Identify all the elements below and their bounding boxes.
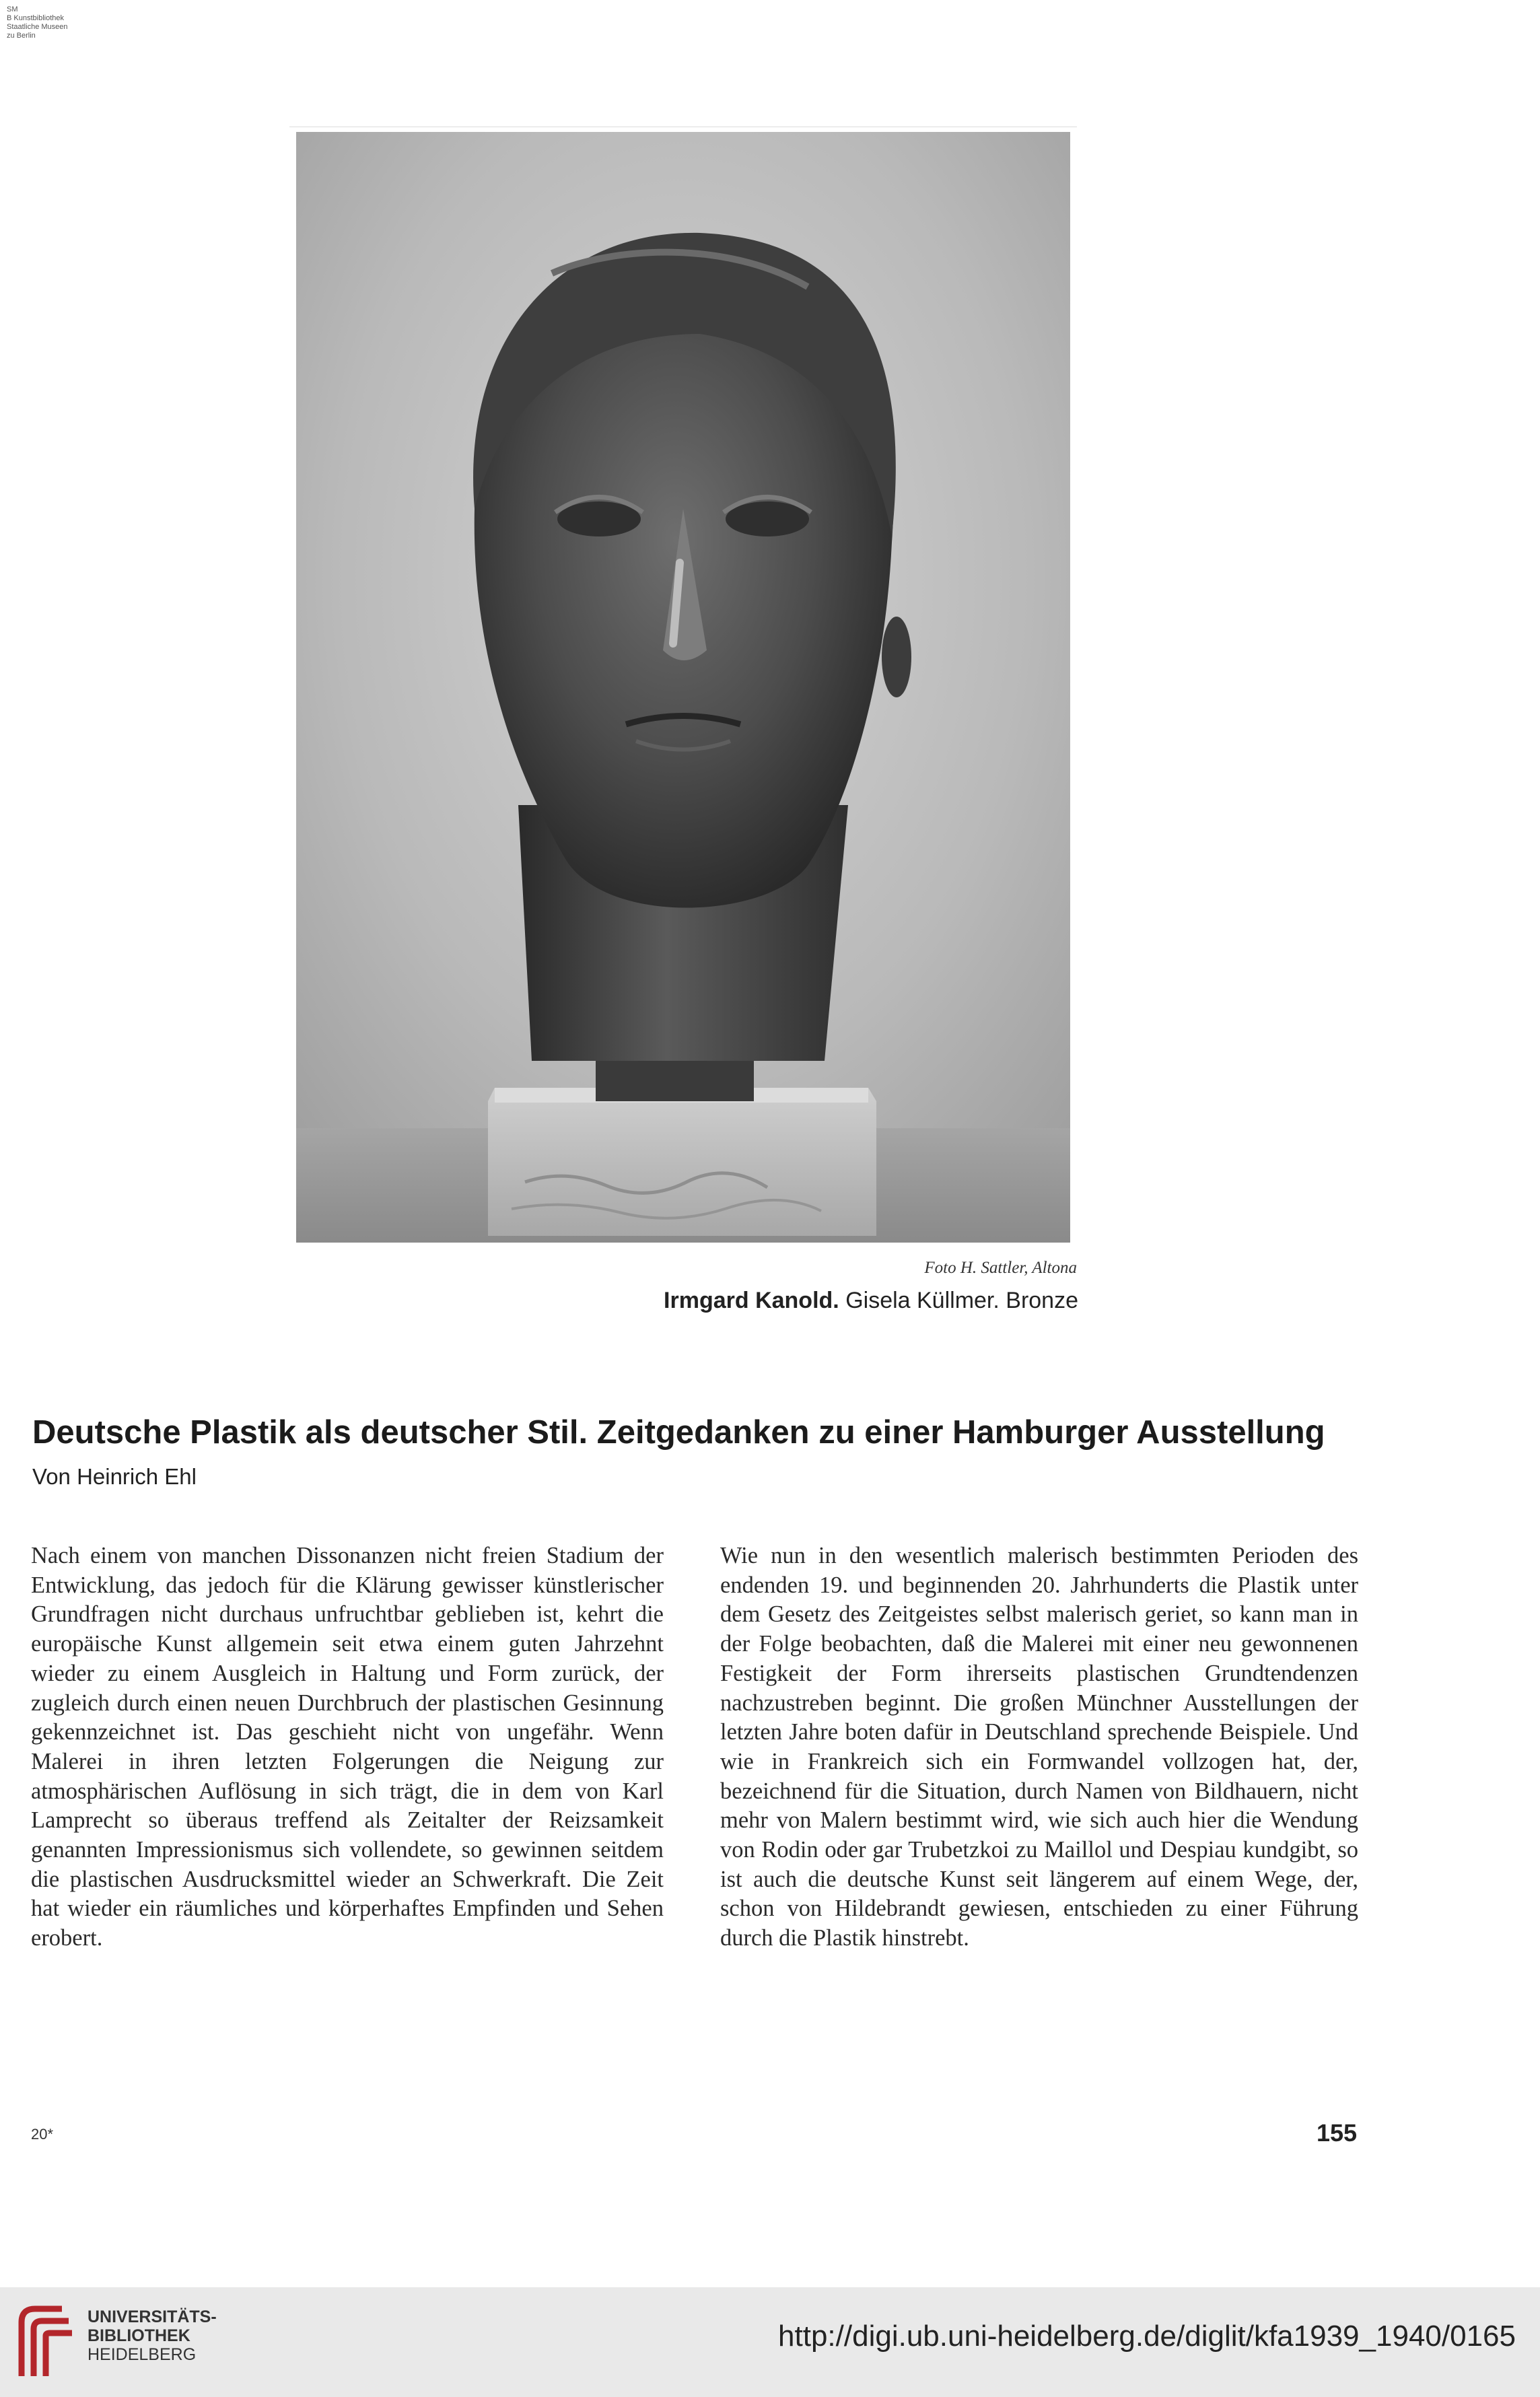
library-logo-icon (15, 2302, 75, 2382)
printer-signature: 20* (31, 2126, 54, 2143)
library-stamp (7, 5, 68, 40)
figure-caption (664, 1288, 1078, 1314)
library-line: HEIDELBERG (88, 2345, 197, 2364)
page-number: 155 (1317, 2119, 1358, 2147)
stamp-line: B Kunstbibliothek (7, 14, 64, 22)
body-column-right: Wie nun in den wesentlich malerisch bestimmten Perioden des endenden 19. und beginnenden 20. Jahrhunderts die Plastik unter dem Gesetz des Zeitgeistes selbst malerisch geriet, so kann man in der Folge beobachten, daß die Malerei mit einer neu gewonnenen Festigkeit der Form ihrerseits plastischen Grundtendenzen nachzustreben beginnt. Die großen Münchner Ausstellungen der letzten Jahre boten dafür in Deutschland sprechende Beispiele. Und wie in Frankreich sich ein Formwandel vollzogen hat, der, bezeichnend für die Situation, durch Namen von Bildhauern, nicht mehr von Malern bestimmt wird, wie sich auch hier die Wendung von Rodin oder gar Trubetzkoi zu Maillol und Despiau kundgibt, so ist auch die deutsche Kunst seit längerem auf einem Wege, der, schon von Hildebrandt gewiesen, entschieden zu einer Führung durch die Plastik hinstrebt. (720, 1543, 1358, 1951)
sculpture-photo (296, 132, 1070, 1243)
stamp-line: Staatliche Museen (7, 23, 68, 31)
photo-credit: Foto H. Sattler, Altona (924, 1259, 1077, 1277)
article-author: Von Heinrich Ehl (32, 1464, 197, 1489)
stamp-line: SM (7, 5, 18, 13)
article-title: Deutsche Plastik als deutscher Stil. Zeitgedanken zu einer Hamburger Ausstellung (32, 1414, 1325, 1451)
stamp-line: zu Berlin (7, 32, 36, 40)
caption-artist: Irmgard Kanold. (664, 1288, 839, 1313)
digitization-footer (0, 2287, 1540, 2397)
library-name (88, 2307, 217, 2364)
body-column-left: Nach einem von manchen Dissonanzen nicht freien Stadium der Entwicklung, das jedoch für die Klärung gewisser künstlerischer Grundfragen nicht durchaus unfruchtbar geblieben ist, kehrt die europäische Kunst allgemein seit etwa einem guten Jahrzehnt wieder zu einem Ausgleich in Haltung und Form zurück, der zugleich durch einen neuen Durchbruch der plastischen Gesinnung gekennzeichnet ist. Das geschieht nicht von ungefähr. Wenn Malerei in ihren letzten Folgerungen die Neigung zur atmosphärischen Auflösung in sich trägt, die in dem von Karl Lamprecht so überaus treffend als Zeitalter der Reizsamkeit genannten Impressionismus sich vollendete, so gewinnen seitdem die plastischen Ausdrucksmittel wieder an Schwerkraft. Die Zeit hat wieder ein räumliches und körperhaftes Empfinden und Sehen erobert. (31, 1543, 664, 1951)
source-url-link[interactable]: http://digi.ub.uni-heidelberg.de/diglit/kfa1939_1940/0165 (778, 2320, 1516, 2353)
caption-work: Gisela Küllmer. Bronze (845, 1288, 1078, 1313)
library-line: BIBLIOTHEK (88, 2326, 190, 2345)
library-line: UNIVERSITÄTS- (88, 2307, 217, 2326)
